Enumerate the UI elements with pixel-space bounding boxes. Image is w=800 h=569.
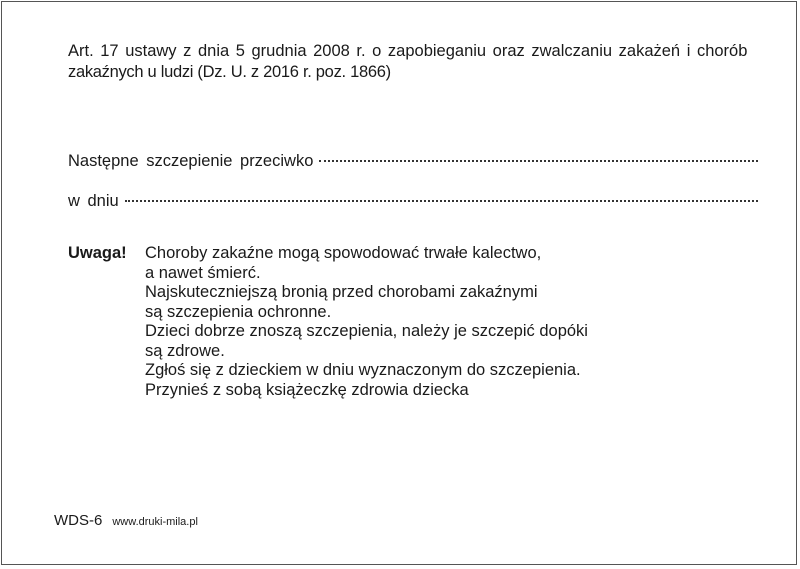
- next-vaccination-blank-line[interactable]: [319, 146, 758, 162]
- warning-text: [145, 244, 588, 400]
- vaccination-date-field: [68, 190, 758, 211]
- legal-reference: [68, 41, 768, 83]
- next-vaccination-label: Następne szczepienie przeciwko: [68, 152, 314, 170]
- warning-line: Najskuteczniejszą bronią przed chorobami zakaźnymi: [145, 283, 538, 301]
- vaccination-date-label: w dniu: [68, 192, 119, 210]
- warning-line: są zdrowe.: [145, 341, 225, 360]
- warning-line: są szczepienia ochronne.: [145, 302, 332, 321]
- vaccination-date-blank-line[interactable]: [125, 186, 758, 202]
- form-code: WDS-6: [54, 512, 103, 529]
- warning-line: Przynieś z sobą książeczkę zdrowia dziecka: [145, 380, 469, 399]
- warning-heading: Uwaga!: [68, 244, 127, 262]
- legal-reference-line-2: zakaźnych u ludzi (Dz. U. z 2016 r. poz. 1866): [68, 63, 391, 81]
- vaccination-card: [1, 1, 797, 565]
- publisher-website: www.druki-mila.pl: [112, 516, 198, 528]
- legal-reference-line-1: Art. 17 ustawy z dnia 5 grudnia 2008 r. o zapobieganiu oraz zwalczaniu zakażeń i chorób: [68, 42, 748, 60]
- warning-line: Choroby zakaźne mogą spowodować trwałe kalectwo,: [145, 244, 542, 262]
- warning-line: Zgłoś się z dzieckiem w dniu wyznaczonym do szczepienia.: [145, 361, 581, 379]
- warning-note: [68, 244, 588, 400]
- next-vaccination-field: [68, 150, 758, 171]
- warning-line: a nawet śmierć.: [145, 263, 261, 282]
- footer: [54, 512, 198, 529]
- warning-line: Dzieci dobrze znoszą szczepienia, należy je szczepić dopóki: [145, 322, 588, 340]
